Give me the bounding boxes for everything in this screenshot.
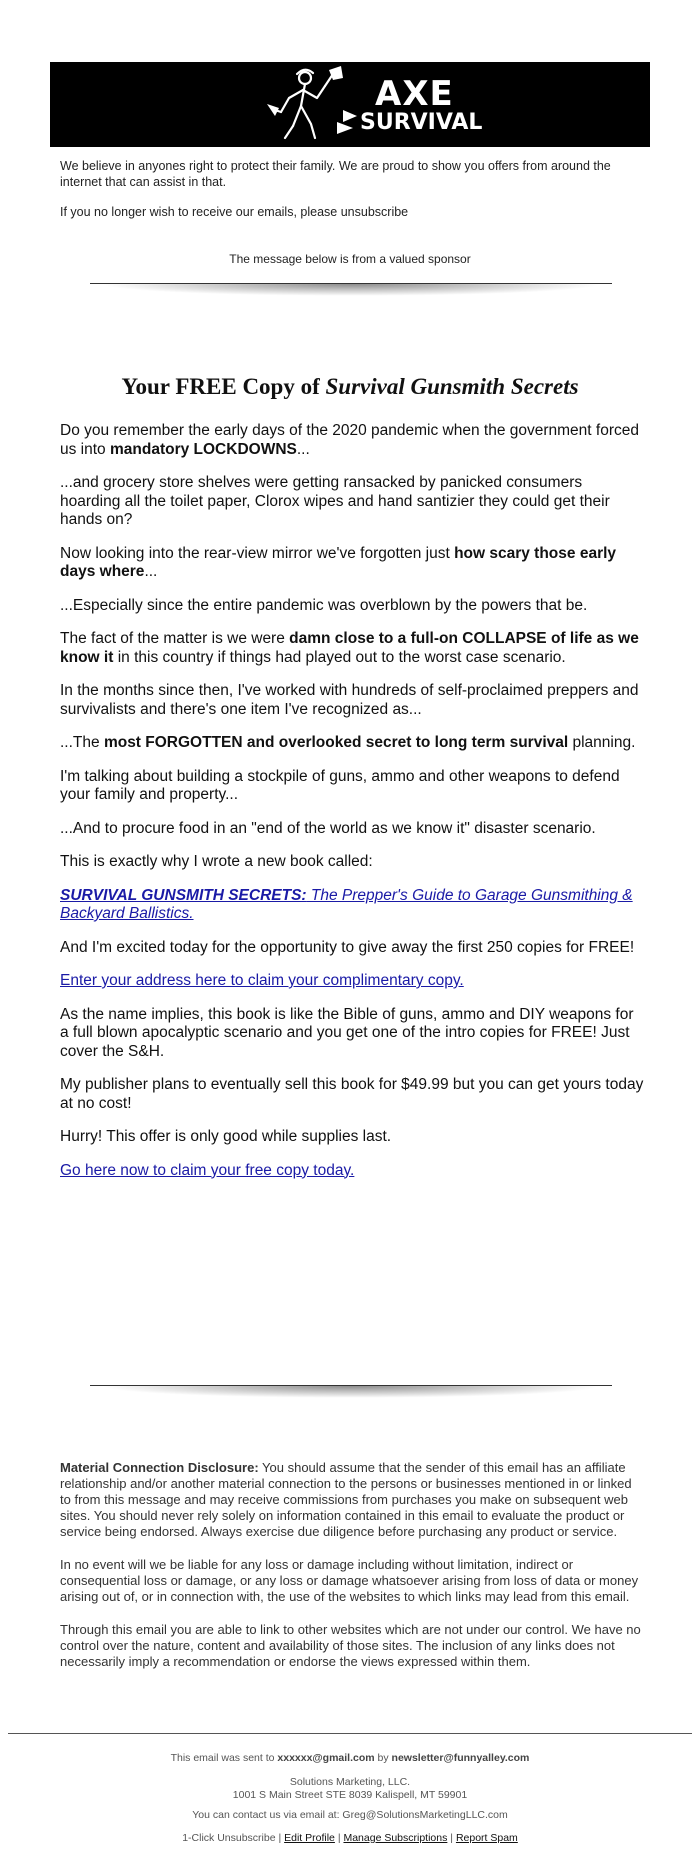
- body-paragraph: My publisher plans to eventually sell this book for $49.99 but you can get yours today at no cost!: [60, 1076, 644, 1112]
- body-paragraph: Do you remember the early days of the 2020 pandemic when the government forced us into mandatory LOCKDOWNS...: [60, 422, 639, 458]
- sponsor-divider: [90, 283, 612, 284]
- address-link-paragraph: [60, 972, 645, 991]
- unsubscribe-link[interactable]: unsubscribe: [340, 205, 409, 219]
- third-party-disclaimer: Through this email you are able to link to other websites which are not under our control. We have no control over the nature, content and availability of those sites. The inclusion of any links does not necessarily imply a recommendation or endorse the views expressed within them.: [60, 1622, 641, 1669]
- intro-statement: We believe in anyones right to protect their family. We are proud to show you offers from around the internet that can assist in that.: [60, 159, 611, 189]
- manage-subscriptions-link[interactable]: Manage Subscriptions: [343, 1832, 448, 1844]
- offer-headline: [0, 374, 700, 400]
- book-title-link[interactable]: SURVIVAL GUNSMITH SECRETS: The Prepper's Guide to Garage Gunsmithing & Backyard Ballistics.: [60, 886, 633, 922]
- claim-address-link[interactable]: Enter your address here to claim your complimentary copy.: [60, 972, 464, 989]
- report-spam-link[interactable]: Report Spam: [455, 1832, 518, 1844]
- body-paragraph: ...The most FORGOTTEN and overlooked secret to long term survival planning.: [60, 734, 636, 751]
- one-click-unsubscribe[interactable]: 1-Click Unsubscribe: [182, 1832, 276, 1844]
- sent-to-line: This email was sent to xxxxxx@gmail.com by newsletter@funnyalley.com: [170, 1752, 530, 1764]
- body-paragraph: ...And to procure food in an "end of the world as we know it" disaster scenario.: [60, 819, 596, 837]
- footer-rule: [8, 1733, 692, 1734]
- headline-prefix: Your FREE Copy of: [121, 374, 326, 399]
- recipient-email: xxxxxx@gmail.com: [277, 1752, 375, 1764]
- logo-subtitle-text: SURVIVAL: [360, 110, 483, 135]
- footer-links: 1-Click Unsubscribe | Edit Profile | Manage Subscriptions | Report Spam: [182, 1832, 518, 1844]
- body-paragraph: This is exactly why I wrote a new book called:: [60, 853, 373, 870]
- sponsor-note: The message below is from a valued sponsor: [229, 252, 471, 266]
- material-disclosure: Material Connection Disclosure: You should assume that the sender of this email has an affiliate relationship and/or another material connection to the persons or businesses mentioned in or linked to from this message and may receive commissions from purchases you make on subsequent web sites. You should never rely solely on information contained in this email to evaluate the product or service being endorsed. Always exercise due diligence before purchasing any product or service.: [60, 1460, 632, 1539]
- claim-link-paragraph: [60, 1162, 645, 1181]
- claim-free-copy-link[interactable]: Go here now to claim your free copy today.: [60, 1161, 355, 1179]
- body-paragraph: ...and grocery store shelves were getting ransacked by panicked consumers hoarding all the toilet paper, Clorox wipes and hand santizier they could get their hands on?: [60, 474, 610, 528]
- body-paragraph: I'm talking about building a stockpile of guns, ammo and other weapons to defend your family and property...: [60, 767, 620, 803]
- body-paragraph: ...Especially since the entire pandemic was overblown by the powers that be.: [60, 596, 588, 614]
- headline-book-title: Survival Gunsmith Secrets: [325, 374, 579, 399]
- liability-disclaimer: In no event will we be liable for any loss or damage including without limitation, indirect or consequential loss or damage, or any loss or damage whatsoever arising from loss of data or money arising out of, or in connection with, the use of the websites to which links may lead from this email.: [60, 1557, 639, 1604]
- book-link-paragraph: [60, 887, 645, 924]
- body-paragraph: In the months since then, I've worked with hundreds of self-proclaimed preppers and survivalists and there's one item I've recognized as...: [60, 682, 639, 718]
- contact-line: You can contact us via email at: Greg@SolutionsMarketingLLC.com: [192, 1809, 508, 1821]
- email-body: [60, 422, 645, 1195]
- footer-disclosures: [60, 1460, 645, 1687]
- body-paragraph: Now looking into the rear-view mirror we've forgotten just how scary those early days where...: [60, 544, 617, 580]
- logo-title-text: AXE: [375, 74, 454, 114]
- body-paragraph: Hurry! This offer is only good while supplies last.: [60, 1128, 392, 1145]
- unsubscribe-line: [60, 204, 640, 220]
- header-banner: [50, 62, 650, 147]
- sender-email: newsletter@funnyalley.com: [391, 1752, 530, 1764]
- company-address: 1001 S Main Street STE 8039 Kalispell, MT 59901: [232, 1789, 468, 1801]
- body-paragraph: The fact of the matter is we were damn close to a full-on COLLAPSE of life as we know it in this country if things had played out to the worst case scenario.: [60, 630, 639, 666]
- body-paragraph: As the name implies, this book is like the Bible of guns, ammo and DIY weapons for a full blown apocalyptic scenario and you get one of the intro copies for FREE! Just cover the S&H.: [60, 1005, 634, 1060]
- body-paragraph: And I'm excited today for the opportunity to give away the first 250 copies for FREE!: [60, 938, 635, 956]
- edit-profile-link[interactable]: Edit Profile: [284, 1832, 335, 1844]
- company-name: Solutions Marketing, LLC.: [289, 1776, 411, 1788]
- footer-divider: [90, 1385, 612, 1386]
- unsubscribe-prefix: If you no longer wish to receive our emails, please: [60, 205, 338, 219]
